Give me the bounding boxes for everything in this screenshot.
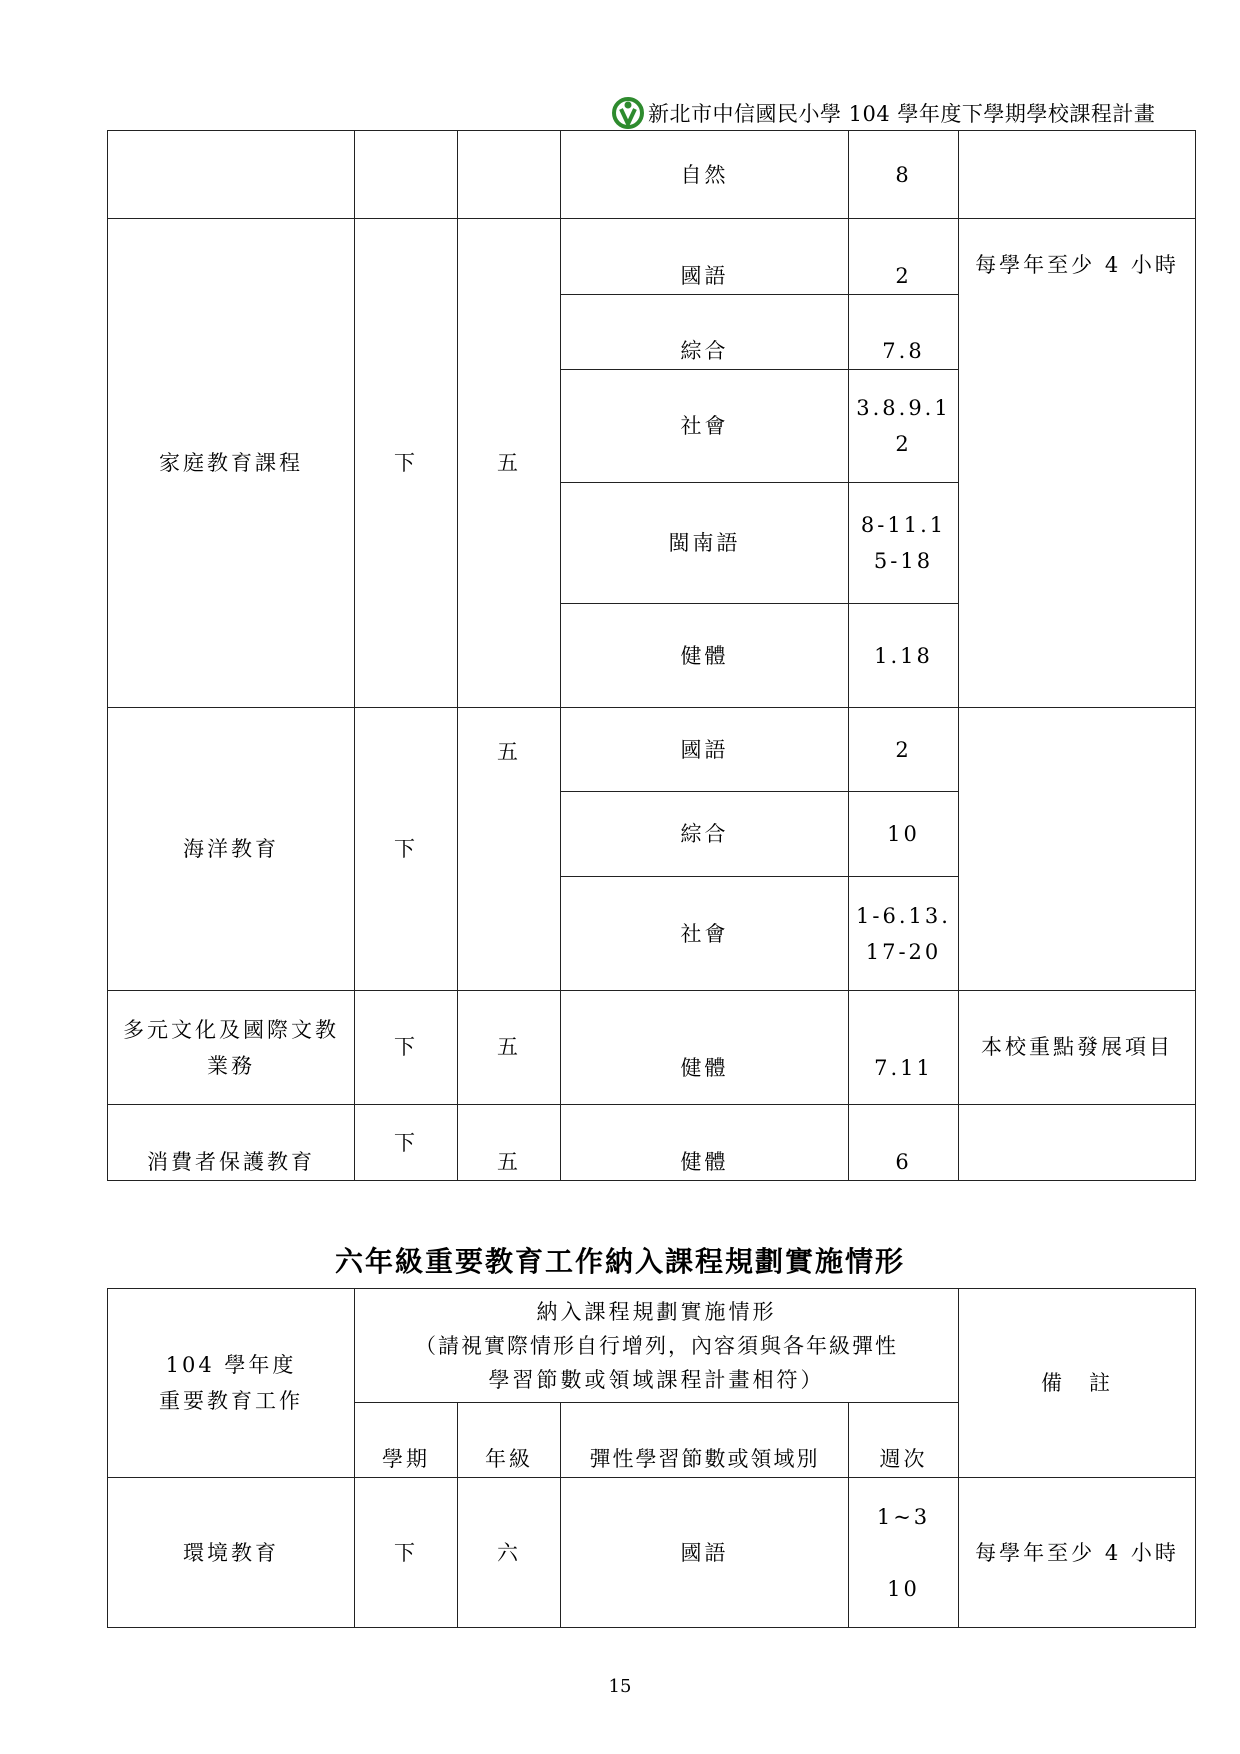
grade-cell: 五 [458, 1105, 561, 1181]
grade-cell: 五 [458, 219, 561, 708]
weeks-cell: 3.8.9.12 [849, 370, 959, 483]
header-weeks-cell: 週次 [849, 1403, 959, 1478]
term-cell: 下 [355, 708, 458, 991]
topic-cell: 海洋教育 [108, 708, 355, 991]
header-plan-line1: 納入課程規劃實施情形 [536, 1299, 777, 1324]
table-row [108, 131, 1196, 219]
weeks-line1: 1~3 [876, 1504, 931, 1529]
weeks-cell: 8 [849, 131, 959, 219]
grade-cell: 五 [458, 708, 561, 991]
note-cell: 每學年至少 4 小時 [959, 1478, 1196, 1628]
school-logo-icon [610, 97, 646, 129]
subject-cell: 國語 [561, 1478, 849, 1628]
subject-cell: 綜合 [561, 792, 849, 877]
weeks-cell: 7.11 [849, 991, 959, 1105]
term-cell: 下 [355, 219, 458, 708]
note-cell: 每學年至少 4 小時 [959, 219, 1196, 708]
subject-cell: 社會 [561, 877, 849, 991]
weeks-cell [849, 1478, 959, 1628]
header-topic-cell [108, 1289, 355, 1478]
weeks-cell: 2 [849, 219, 959, 295]
header-title: 新北市中信國民小學 104 學年度下學期學校課程計畫 [648, 102, 1156, 126]
weeks-cell: 7.8 [849, 295, 959, 370]
header-plan-cell [355, 1289, 959, 1403]
page-header [610, 96, 1155, 130]
header-note-cell: 備 註 [959, 1289, 1196, 1478]
note-cell: 本校重點發展項目 [959, 991, 1196, 1105]
header-year-label: 104 學年度 [165, 1353, 297, 1377]
table-row [108, 219, 1196, 295]
topic-cell: 家庭教育課程 [108, 219, 355, 708]
section-title: 六年級重要教育工作納入課程規劃實施情形 [334, 1245, 905, 1278]
weeks-cell: 1-6.13.17-20 [849, 877, 959, 991]
weeks-line2: 10 [887, 1576, 920, 1601]
term-cell: 下 [355, 1478, 458, 1628]
weeks-cell: 2 [849, 708, 959, 792]
table-row [108, 708, 1196, 792]
header-term-cell: 學期 [355, 1403, 458, 1478]
grade-cell: 六 [458, 1478, 561, 1628]
weeks-cell: 10 [849, 792, 959, 877]
header-grade-cell: 年級 [458, 1403, 561, 1478]
header-subject-cell: 彈性學習節數或領域別 [561, 1403, 849, 1478]
weeks-cell: 1.18 [849, 604, 959, 708]
topic-cell: 環境教育 [108, 1478, 355, 1628]
subject-cell: 綜合 [561, 295, 849, 370]
grade-cell: 五 [458, 991, 561, 1105]
subject-cell: 自然 [561, 131, 849, 219]
subject-cell: 健體 [561, 1105, 849, 1181]
table-row [108, 991, 1196, 1105]
table-row [108, 1105, 1196, 1181]
term-cell: 下 [355, 991, 458, 1105]
table-row [108, 1478, 1196, 1628]
subject-cell: 社會 [561, 370, 849, 483]
page-number: 15 [608, 1676, 632, 1697]
weeks-cell: 6 [849, 1105, 959, 1181]
subject-cell: 國語 [561, 219, 849, 295]
grade6-table [107, 1288, 1196, 1628]
header-work-label: 重要教育工作 [159, 1389, 303, 1413]
grade5-table [107, 130, 1196, 1181]
topic-cell: 消費者保護教育 [108, 1105, 355, 1181]
topic-cell: 多元文化及國際文教業務 [108, 991, 355, 1105]
term-cell: 下 [355, 1105, 458, 1181]
weeks-cell: 8-11.15-18 [849, 483, 959, 604]
subject-cell: 健體 [561, 991, 849, 1105]
header-plan-line2: （請視實際情形自行增列，內容須與各年級彈性 [415, 1333, 898, 1358]
subject-cell: 國語 [561, 708, 849, 792]
header-plan-line3: 學習節數或領域課程計畫相符） [488, 1367, 825, 1392]
subject-cell: 閩南語 [561, 483, 849, 604]
table-header-row [108, 1289, 1196, 1403]
subject-cell: 健體 [561, 604, 849, 708]
